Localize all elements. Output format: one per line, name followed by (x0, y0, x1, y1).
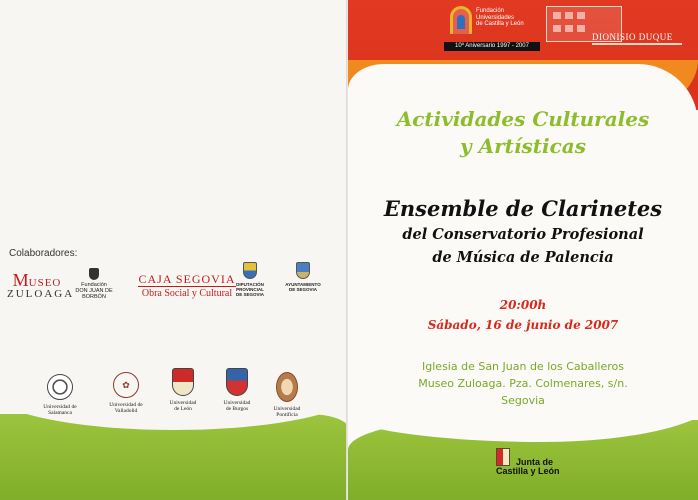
venue-line2: Museo Zuloaga. Pza. Colmenares, s/n. (418, 377, 628, 390)
ayuntamiento-line2: DE SEGOVIA (288, 287, 317, 292)
diputacion-line2: DE SEGOVIA (235, 292, 264, 297)
fu-line1: Fundación (476, 8, 505, 14)
right-panel (348, 0, 698, 500)
univ-leon-line1: Universidad (169, 400, 197, 406)
univ-valladolid-line1: Universidad de (109, 402, 143, 408)
universidad-leon (155, 368, 211, 412)
salamanca-seal-icon (47, 374, 73, 400)
univ-valladolid-line2: Valladolid (114, 408, 138, 415)
fu-line2: Universidades (476, 14, 515, 21)
caja-obra-social-text: Obra Social y Cultural (141, 288, 233, 299)
junta-shield-icon (496, 448, 510, 466)
museo-rest: USEO (28, 277, 62, 289)
fundacion-borbon-logo (66, 268, 122, 300)
fundacion-universidades-logo (444, 4, 540, 52)
diputacion-shield-icon (243, 262, 257, 279)
dionisio-underline (592, 43, 682, 45)
fundacion-line2: DON JUAN DE BORBÓN (75, 288, 113, 300)
univ-pontificia-line2: Pontificia (276, 412, 298, 419)
venue-line3: Segovia (501, 394, 545, 407)
caja-segovia-text: CAJA SEGOVIA (138, 272, 236, 286)
museo-m: M (12, 270, 29, 290)
junta-line2: Castilla y León (496, 466, 560, 476)
borbon-crest-icon (89, 268, 99, 280)
universidad-salamanca (32, 374, 88, 416)
univ-salamanca-line2: Salamanca (48, 410, 72, 417)
univ-salamanca-line1: Universidad de (43, 404, 77, 410)
junta-text (496, 457, 560, 476)
leon-crest-icon (172, 368, 194, 396)
universidad-valladolid (98, 372, 154, 414)
diputacion-segovia-logo (230, 262, 270, 297)
universidad-pontificia (259, 372, 315, 418)
caja-segovia-logo (130, 270, 244, 299)
pontificia-emblem-icon (276, 372, 298, 402)
universidad-burgos (209, 368, 265, 412)
ayuntamiento-segovia-logo (282, 262, 324, 292)
left-panel (0, 0, 348, 500)
museo-zuloaga-text: ZULOAGA (7, 288, 75, 300)
ensemble-line2: del Conservatorio Profesional (402, 226, 644, 243)
ensemble-line3: de Música de Palencia (432, 249, 614, 266)
event-time: 20:00h (499, 298, 547, 312)
diputacion-line1: DIPUTACIÓN PROVINCIAL (236, 282, 264, 292)
univ-pontificia-line1: Universidad (273, 406, 301, 412)
event-series-title (348, 106, 698, 160)
event-date: Sábado, 16 de junio de 2007 (427, 318, 619, 332)
ayuntamiento-line1: AYUNTAMIENTO (285, 282, 321, 287)
arch-icon (450, 6, 472, 34)
dionisio-duque-name: DIONISIO DUQUE (592, 32, 673, 42)
title-line1: Actividades Culturales (396, 107, 650, 131)
fundacion-universidades-text (476, 8, 524, 28)
univ-burgos-line2: de Burgos (225, 406, 249, 413)
museo-zuloaga-logo (7, 270, 75, 300)
ayuntamiento-shield-icon (296, 262, 310, 279)
valladolid-seal-icon: ✿ (113, 372, 139, 398)
venue-line1: Iglesia de San Juan de los Caballeros (422, 360, 624, 373)
fundacion-line1: Fundación (81, 282, 107, 288)
colaboradores-label: Colaboradores: (9, 248, 78, 259)
junta-line1: Junta de (516, 457, 554, 467)
fu-line3: de Castilla y León (476, 21, 524, 27)
ensemble-name: Ensemble de Clarinetes (383, 196, 663, 221)
event-venue (348, 358, 698, 409)
title-line2: y Artísticas (460, 134, 586, 158)
burgos-crest-icon (226, 368, 248, 396)
univ-leon-line2: de León (174, 406, 192, 413)
univ-burgos-line1: Universidad (223, 400, 251, 406)
anniversary-bar: 10º Aniversario 1997 - 2007 (444, 42, 540, 51)
